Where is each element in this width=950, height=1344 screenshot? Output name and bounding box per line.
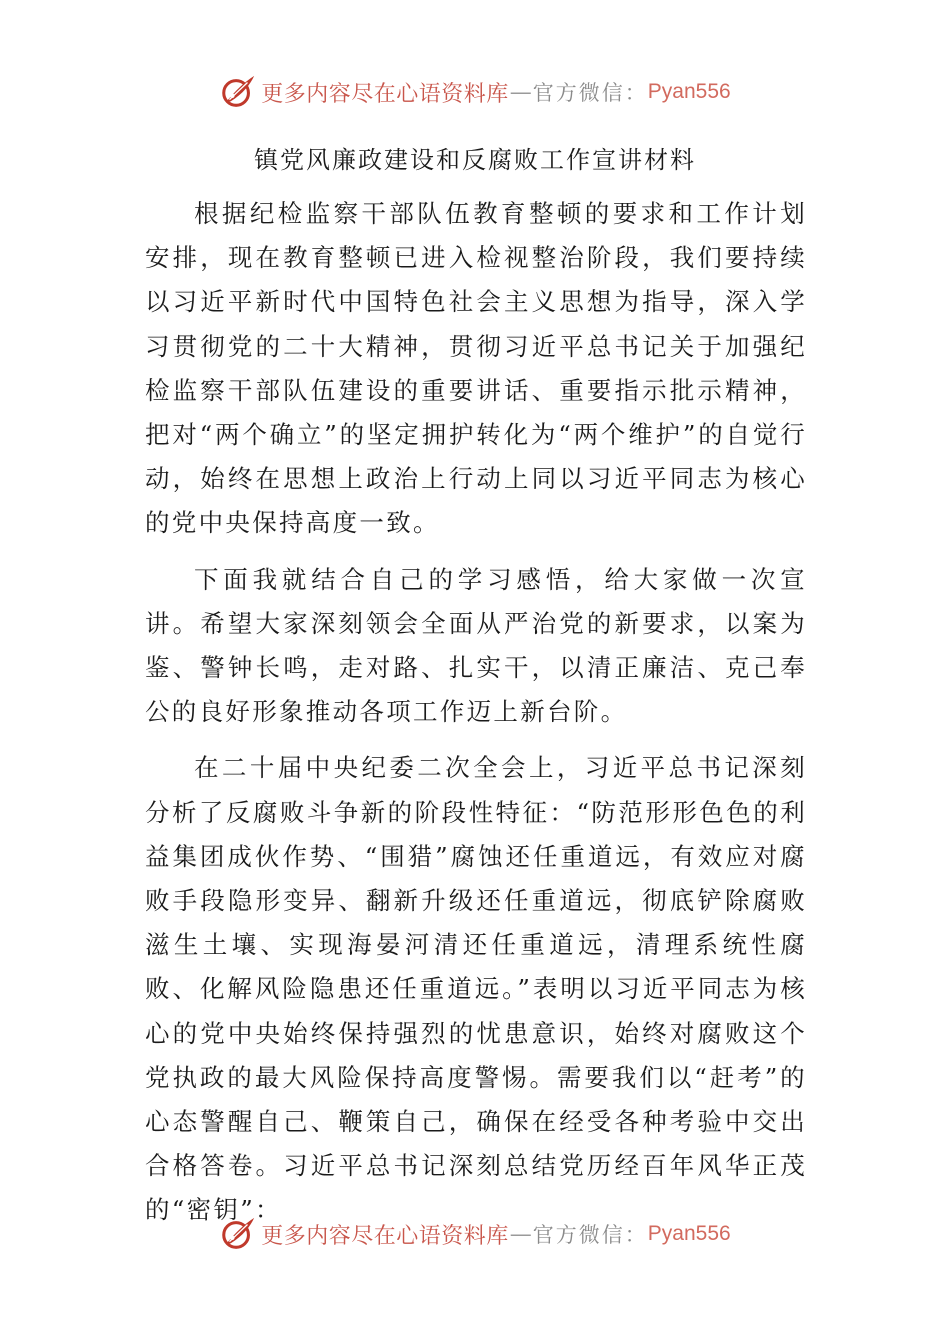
banner-contact-id: Pyan556 [647,1222,731,1245]
banner-separator: — [509,1221,532,1247]
document-title: 镇党风廉政建设和反腐败工作宣讲材料 [254,146,696,174]
banner-slogan: 更多内容尽在心语资料库 [261,1223,509,1249]
banner-contact-label: 官方微信： [532,1223,648,1247]
banner-separator: — [509,79,532,105]
paragraph-3: 在二十届中央纪委二次全会上，习近平总书记深刻分析了反腐败斗争新的阶段性特征：“防范形形色色的利益集团成伙作势、“围猎”腐蚀还任重道远，有效应对腐败手段隐形变异、翻新升级还任重道远，彻底铲除腐败滋生土壤、实现海晏河清还任重道远，清理系统性腐败、化解风险隐患还任重道远。”表明以习近平同志为核心的党中央始终保持强烈的忧患意识，始终对腐败这个党执政的最大风险保持高度警惕。需要我们以“赶考”的心态警醒自己、鞭策自己，确保在经受各种考验中交出合格答卷。习近平总书记深刻总结党历经百年风华正茂的“密钥”： [145,753,807,1225]
banner-slogan: 更多内容尽在心语资料库 [261,81,509,107]
footer-banner [0,1212,950,1256]
quill-pen-logo-icon [219,1215,257,1253]
header-banner [0,70,950,114]
paragraph-2: 下面我就结合自己的学习感悟，给大家做一次宣讲。希望大家深刻领会全面从严治党的新要求，以案为鉴、警钟长鸣，走对路、扎实干，以清正廉洁、克己奉公的良好形象推动各项工作迈上新台阶。 [145,564,807,727]
banner-contact-id: Pyan556 [647,80,731,103]
quill-pen-logo-icon [219,73,257,111]
document-body [145,192,807,1245]
paragraph-1: 根据纪检监察干部队伍教育整顿的要求和工作计划安排，现在教育整顿已进入检视整治阶段，我们要持续以习近平新时代中国特色社会主义思想为指导，深入学习贯彻党的二十大精神，贯彻习近平总书记关于加强纪检监察干部队伍建设的重要讲话、重要指示批示精神，把对“两个确立”的坚定拥护转化为“两个维护”的自觉行动，始终在思想上政治上行动上同以习近平同志为核心的党中央保持高度一致。 [145,199,807,538]
banner-contact-label: 官方微信： [532,81,648,105]
